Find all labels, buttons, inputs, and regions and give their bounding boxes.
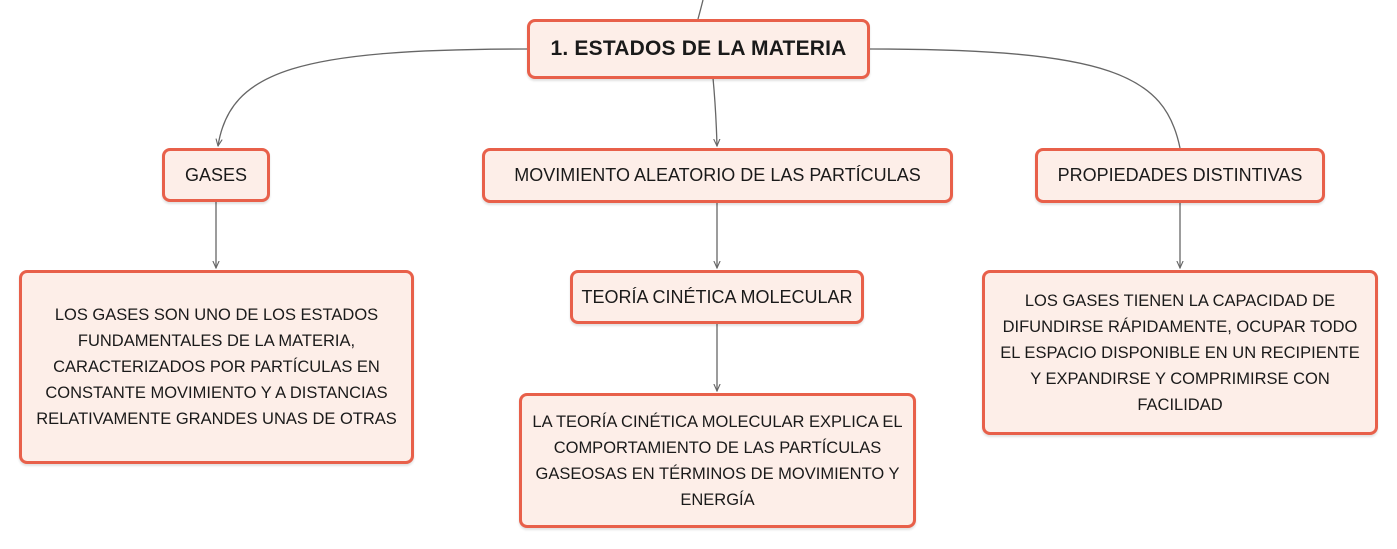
detail-node-text: LOS GASES TIENEN LA CAPACIDAD DE DIFUNDIRSE RÁPIDAMENTE, OCUPAR TODO EL ESPACIO DISPONIBLE EN UN RECIPIENTE Y EXPANDIRSE Y COMPRIMIRSE CON FACILIDAD bbox=[1000, 291, 1360, 414]
subtopic-node-teoria[interactable] bbox=[570, 270, 864, 324]
connector-root-to-propiedades bbox=[869, 49, 1180, 148]
topic-node-propiedades[interactable] bbox=[1035, 148, 1325, 203]
connector-parent-to-root bbox=[698, 0, 703, 19]
topic-node-label: MOVIMIENTO ALEATORIO DE LAS PARTÍCULAS bbox=[514, 165, 921, 185]
topic-node-movimiento[interactable] bbox=[482, 148, 953, 203]
topic-node-gases[interactable] bbox=[162, 148, 270, 202]
root-node-label: 1. ESTADOS DE LA MATERIA bbox=[550, 37, 847, 60]
detail-node-text: LOS GASES SON UNO DE LOS ESTADOS FUNDAMENTALES DE LA MATERIA, CARACTERIZADOS POR PARTÍCULAS EN CONSTANTE MOVIMIENTO Y A DISTANCIAS RELATIVAMENTE GRANDES UNAS DE OTRAS bbox=[36, 306, 397, 428]
root-node[interactable] bbox=[527, 19, 870, 79]
detail-node-gases[interactable] bbox=[19, 270, 414, 464]
subtopic-node-label: TEORÍA CINÉTICA MOLECULAR bbox=[581, 286, 853, 307]
detail-node-propiedades[interactable] bbox=[982, 270, 1378, 435]
connector-root-to-movimiento bbox=[713, 78, 717, 146]
connector-root-to-gases bbox=[218, 49, 528, 146]
topic-node-label: GASES bbox=[184, 164, 248, 185]
topic-node-label: PROPIEDADES DISTINTIVAS bbox=[1057, 165, 1303, 185]
detail-node-text: LA TEORÍA CINÉTICA MOLECULAR EXPLICA EL COMPORTAMIENTO DE LAS PARTÍCULAS GASEOSAS EN TÉRMINOS DE MOVIMIENTO Y ENERGÍA bbox=[532, 412, 903, 509]
detail-node-teoria[interactable] bbox=[519, 393, 916, 528]
